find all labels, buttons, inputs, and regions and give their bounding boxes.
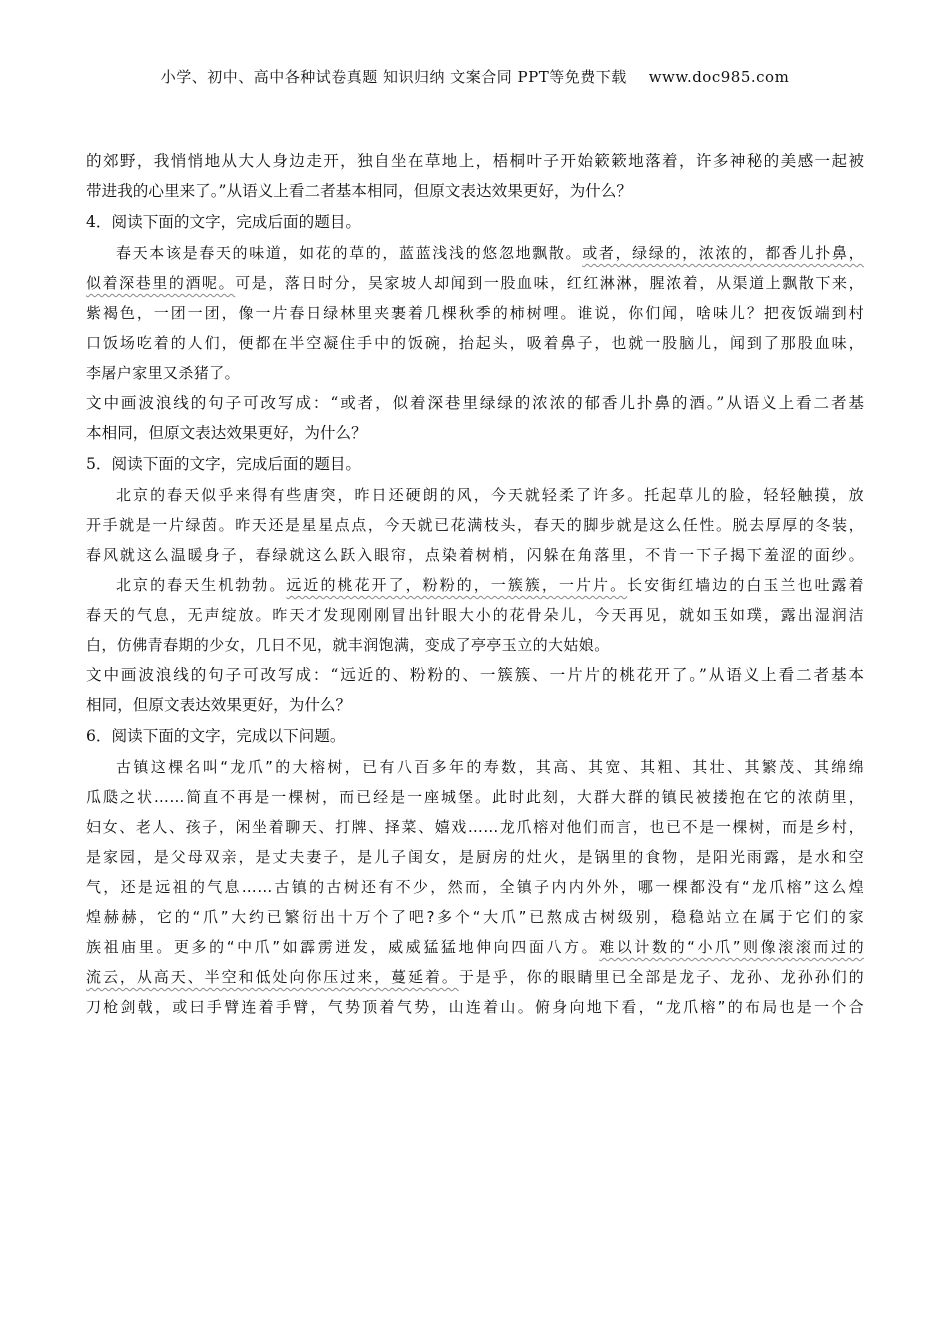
q5-question-line-2: 相同，但原文表达效果更好，为什么？: [86, 696, 352, 714]
q5-para1-line-2: 开手就是一片绿茵。昨天还是星星点点，今天就已花满枝头，春天的脚步就是这么任性。脱去厚厚的冬装，: [86, 516, 864, 534]
q6-para-line-5: 气，还是远祖的气息……古镇的古树还有不少，然而，全镇子内内外外，哪一棵都没有“龙爪榕”这么煌: [86, 878, 864, 896]
q6-para-line-3: 妇女、老人、孩子，闲坐着聊天、打牌、择菜、嬉戏……龙爪榕对他们而言，也已不是一棵树，而是乡村，: [86, 818, 864, 836]
q3-tail-line-2: 带进我的心里来了。”从语义上看二者基本相同，但原文表达效果更好，为什么？: [86, 182, 632, 200]
q4-para-line-2: [86, 268, 864, 298]
q5-title: 5．阅读下面的文字，完成后面的题目。: [86, 455, 362, 473]
q6-title: 6．阅读下面的文字，完成以下问题。: [86, 727, 346, 745]
q6-wavy-sentence: 难以计数的“小爪”则像滚滚而过的: [599, 938, 864, 956]
q4-title: 4．阅读下面的文字，完成后面的题目。: [86, 213, 362, 231]
q5-text: 长安街红墙边的白玉兰也吐露着: [627, 576, 864, 594]
q4-para-line-4: 口饭场吃着的人们，便都在半空凝住手中的饭碗，抬起头，吸着鼻子，也就一股脑儿，闻到了那股血味，: [86, 334, 864, 352]
q6-para-line-2: 瓜瓞之状……简直不再是一棵树，而已经是一座城堡。此时此刻，大群大群的镇民被搂抱在它的浓荫里，: [86, 788, 864, 806]
q6-para-line-7: [86, 932, 864, 962]
q5-para1-line-1: 北京的春天似乎来得有些唐突，昨日还硬朗的风，今天就轻柔了许多。托起草儿的脸，轻轻触摸，放: [116, 486, 864, 504]
q4-para-line-5: 李屠户家里又杀猪了。: [86, 364, 241, 382]
q4-wavy-sentence: 或者，绿绿的，浓浓的，都香儿扑鼻，: [582, 244, 864, 262]
q5-para2-line-1: [86, 570, 864, 600]
q6-wavy-sentence-cont: 流云，从高天、半空和低处向你压过来，蔓延着。: [86, 968, 459, 986]
header-text: 小学、初中、高中各种试卷真题 知识归纳 文案合同 PPT等免费下载: [160, 68, 627, 86]
q5-para2-line-3: 白，仿佛青春期的少女，几日不见，就丰润饱满，变成了亭亭玉立的大姑娘。: [86, 636, 610, 654]
q4-text: 春天本该是春天的味道，如花的草的，蓝蓝浅浅的悠忽地飘散。: [116, 244, 583, 262]
q5-para2-line-2: 春天的气息，无声绽放。昨天才发现刚刚冒出针眼大小的花骨朵儿，今天再见，就如玉如璞，露出湿润洁: [86, 606, 864, 624]
q3-tail-line-1: 的郊野，我悄悄地从大人身边走开，独自坐在草地上，梧桐叶子开始簌簌地落着，许多神秘的美感一起被: [86, 152, 864, 170]
q6-para-line-8: [86, 962, 864, 992]
q6-text: 于是乎，你的眼睛里已全部是龙子、龙孙、龙孙孙们的: [458, 968, 864, 986]
q6-para-line-1: 古镇这棵名叫“龙爪”的大榕树，已有八百多年的寿数，其高、其宽、其粗、其壮、其繁茂、其绵绵: [116, 758, 864, 776]
q4-para-line-1: [86, 238, 864, 268]
q6-para-line-9: 刀枪剑戟，或曰手臂连着手臂，气势顶着气势，山连着山。俯身向地下看，“龙爪榕”的布局也是一个合: [86, 998, 864, 1016]
q5-wavy-sentence: 远近的桃花开了，粉粉的，一簇簇，一片片。: [286, 576, 628, 594]
q6-para-line-6: 煌赫赫，它的“爪”大约已繁衍出十万个了吧?多个“大爪”已熬成古树级别，稳稳站立在属于它们的家: [86, 908, 864, 926]
q5-question-line-1: 文中画波浪线的句子可改写成：“远近的、粉粉的、一簇簇、一片片的桃花开了。”从语义上看二者基本: [86, 666, 864, 684]
q4-question-line-1: 文中画波浪线的句子可改写成：“或者，似着深巷里绿绿的浓浓的郁香儿扑鼻的酒。”从语义上看二者基: [86, 394, 864, 412]
q4-question-line-2: 本相同，但原文表达效果更好，为什么？: [86, 424, 367, 442]
q5-para1-line-3: 春风就这么温暖身子，春绿就这么跃入眼帘，点染着树梢，闪躲在角落里，不肯一下子揭下羞涩的面纱。: [86, 546, 864, 564]
q4-text: 可是，落日时分，吴家坡人却闻到一股血味，红红淋淋，腥浓着，从渠道上飘散下来，: [235, 274, 864, 292]
q6-para-line-4: 是家园，是父母双亲，是丈夫妻子，是儿子闺女，是厨房的灶火，是锅里的食物，是阳光雨露，是水和空: [86, 848, 864, 866]
document-body: [86, 146, 864, 1022]
q4-para-line-3: 紫褐色，一团一团，像一片春日绿林里夹裹着几棵秋季的柿树哩。谁说，你们闻，啥味儿？把夜饭端到村: [86, 304, 864, 322]
q6-text: 族祖庙里。更多的“中爪”如霹雳迸发，威威猛猛地伸向四面八方。: [86, 938, 600, 956]
header-url[interactable]: www.doc985.com: [648, 68, 790, 86]
q4-wavy-sentence-cont: 似着深巷里的酒呢。: [86, 274, 236, 292]
q5-text: 北京的春天生机勃勃。: [116, 576, 287, 594]
page-header: [0, 66, 950, 87]
